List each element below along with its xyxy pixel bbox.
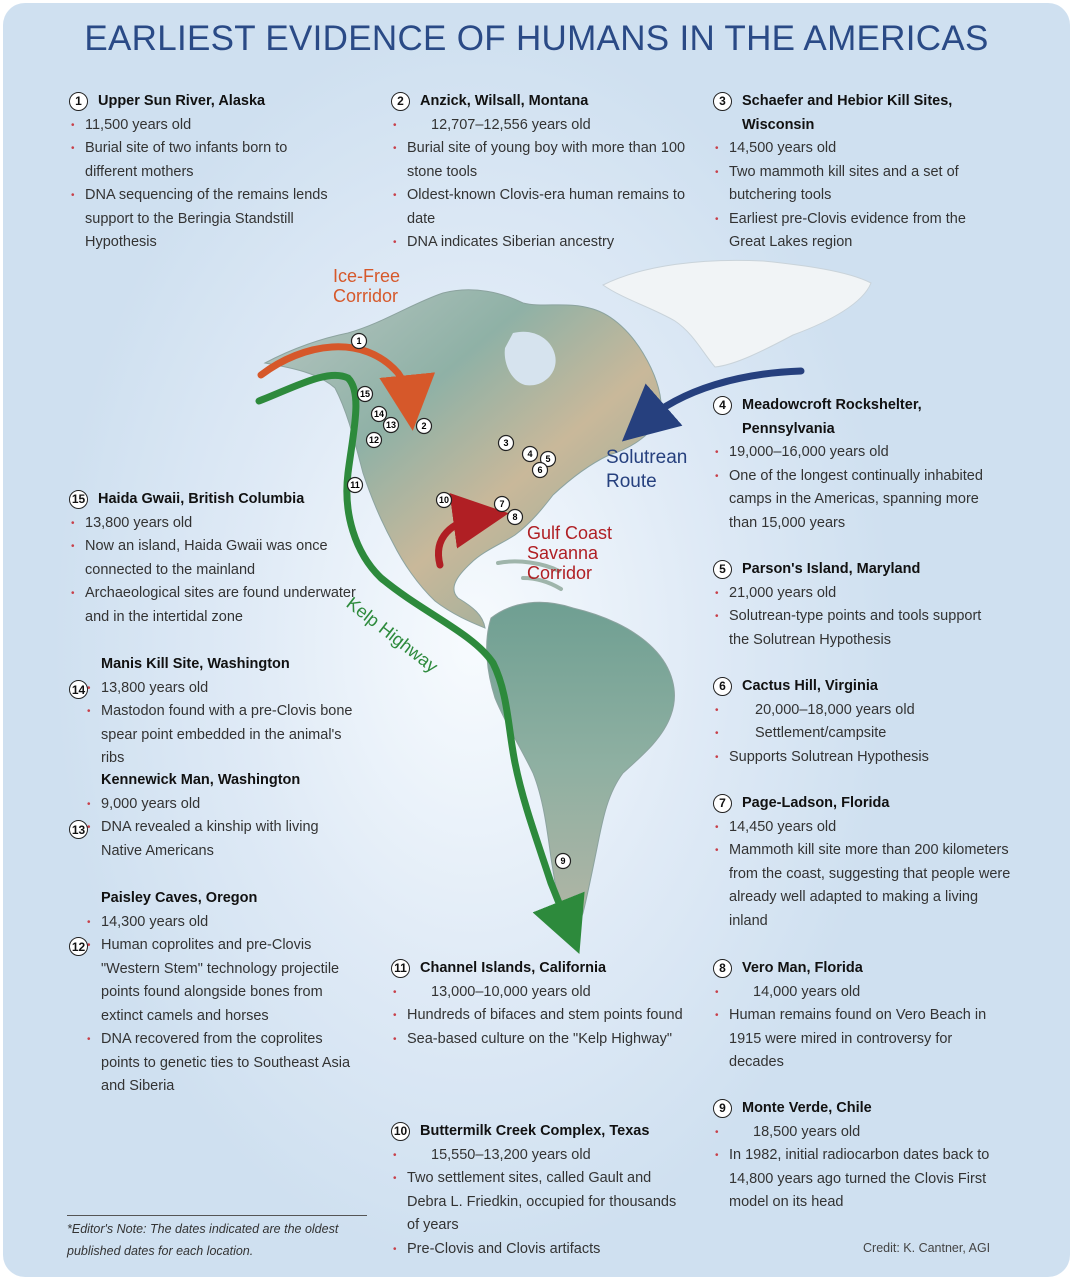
site-number: 2 [391,92,410,111]
site-9 [713,1097,1003,1215]
site-detail: • 20,000–18,000 years old [713,699,983,723]
site-number: 4 [713,396,732,415]
site-name: Haida Gwaii, British Columbia [98,491,305,507]
site-detail: • Sea-based culture on the "Kelp Highway" [391,1028,691,1052]
site-detail: • 13,800 years old [85,677,359,701]
map-marker-4 [523,447,538,462]
map-marker-label: 13 [385,420,397,431]
site-detail: • DNA revealed a kinship with living Native Americans [85,816,359,863]
site-name: Meadowcroft Rockshelter, Pennsylvania [742,397,922,437]
map-marker-10 [437,493,452,508]
site-detail: • Earliest pre-Clovis evidence from the Great Lakes region [713,208,1003,255]
map-marker-2 [417,419,432,434]
route-label-line: Gulf Coast [527,523,613,543]
site-13 [69,769,359,863]
map-marker-3 [499,436,514,451]
map-marker-6 [533,463,548,478]
site-detail: • DNA indicates Siberian ancestry [391,231,691,255]
map-marker-15 [358,387,373,402]
map-marker-label: 6 [537,465,543,476]
site-8 [713,957,1003,1075]
map-marker-12 [367,433,382,448]
map-marker-label: 8 [512,512,518,523]
map-marker-7 [495,497,510,512]
site-name: Page-Ladson, Florida [742,795,890,811]
map-marker-label: 10 [438,495,450,506]
site-detail: • Pre-Clovis and Clovis artifacts [391,1238,691,1262]
site-detail: • Archaeological sites are found underwater and in the intertidal zone [69,582,359,629]
site-name: Channel Islands, California [420,960,607,976]
site-detail: • One of the longest continually inhabited camps in the Americas, spanning more than 15,000 years [713,465,983,536]
site-detail: • Supports Solutrean Hypothesis [713,746,983,770]
site-detail: • 15,550–13,200 years old [391,1144,691,1168]
site-name: Kennewick Man, Washington [101,772,301,788]
page-title: EARLIEST EVIDENCE OF HUMANS IN THE AMERICAS [84,19,989,58]
site-detail: • Human remains found on Vero Beach in 1915 were mired in controversy for decades [713,1004,1003,1075]
site-number: 5 [713,560,732,579]
site-detail: • 19,000–16,000 years old [713,441,983,465]
site-6 [713,675,983,769]
site-number: 10 [391,1122,410,1141]
site-name: Manis Kill Site, Washington [101,656,290,672]
site-number: 9 [713,1099,732,1118]
route-label-line: Ice-Free [333,266,401,286]
site-number: 8 [713,959,732,978]
map-marker-14 [372,407,387,422]
site-3 [713,90,1003,255]
site-detail: • 13,800 years old [69,512,359,536]
site-detail: • Two settlement sites, called Gault and Debra L. Friedkin, occupied for thousands of years [391,1167,691,1238]
site-name: Cactus Hill, Virginia [742,678,878,694]
site-11 [391,957,691,1051]
site-name: Anzick, Wilsall, Montana [420,93,589,109]
map-marker-label: 11 [350,480,360,491]
editor-note: *Editor's Note: The dates indicated are the oldest published dates for each location. [67,1215,367,1262]
route-label-line: Savanna [527,543,599,563]
route-label-line: Route [606,471,657,492]
site-number-14: 14 [69,680,88,699]
site-detail: • 14,300 years old [85,911,361,935]
site-detail: • Oldest-known Clovis-era human remains to date [391,184,691,231]
site-number: 11 [391,959,410,978]
site-detail: • Hundreds of bifaces and stem points found [391,1004,691,1028]
site-detail: • In 1982, initial radiocarbon dates back to 14,800 years ago turned the Clovis First model on its head [713,1144,1003,1215]
site-detail: • Human coprolites and pre-Clovis "Western Stem" technology projectile points found alongside bones from extinct camels and horses [85,934,361,1028]
site-12 [69,887,361,1099]
site-10 [391,1120,691,1261]
site-name: Vero Man, Florida [742,960,863,976]
credit: Credit: K. Cantner, AGI [863,1241,991,1255]
site-name: Parson's Island, Maryland [742,561,921,577]
site-detail: • Settlement/campsite [713,722,983,746]
site-number: 7 [713,794,732,813]
kelp-highway-label: Kelp Highway [342,593,442,677]
map-marker-label: 15 [359,389,371,400]
site-detail: • Mammoth kill site more than 200 kilometers from the coast, suggesting that people were already well adapted to making a living inland [713,839,1013,933]
site-4 [713,394,983,535]
site-detail: • Two mammoth kill sites and a set of butchering tools [713,161,1003,208]
site-detail: • Now an island, Haida Gwaii was once connected to the mainland [69,535,359,582]
site-number-13: 13 [69,820,88,839]
map-marker-1 [352,334,367,349]
site-2 [391,90,691,255]
site-detail: • DNA sequencing of the remains lends support to the Beringia Standstill Hypothesis [69,184,339,255]
site-detail: • 13,000–10,000 years old [391,981,691,1005]
site-name: Schaefer and Hebior Kill Sites, Wisconsin [742,93,953,133]
infographic-page [3,3,1070,1277]
site-detail: • 14,500 years old [713,137,1003,161]
site-detail: • 14,450 years old [713,816,1013,840]
route-label-line: Corridor [333,286,399,306]
site-name: Buttermilk Creek Complex, Texas [420,1123,650,1139]
solutrean-route-label [606,446,687,494]
map-marker-13 [384,418,399,433]
map-marker-label: 1 [356,336,362,347]
map-marker-label: 12 [368,435,380,446]
site-detail: • Burial site of two infants born to different mothers [69,137,339,184]
map-marker-label: 14 [373,409,385,420]
map-marker-label: 4 [527,449,533,460]
map-marker-label: 3 [503,438,509,449]
map-marker-label: 7 [499,499,505,510]
site-7 [713,792,1013,933]
greenland-landmass [603,260,871,367]
map-marker-label: 2 [421,421,427,432]
site-number: 1 [69,92,88,111]
site-15 [69,488,359,629]
site-14 [69,653,359,771]
site-number: 3 [713,92,732,111]
site-detail: • DNA recovered from the coprolites points to genetic ties to Southeast Asia and Siberia [85,1028,361,1099]
route-label-line: Solutrean [606,447,688,468]
site-number-12: 12 [69,937,88,956]
route-label-line: Corridor [527,563,593,583]
site-detail: • Burial site of young boy with more than 100 stone tools [391,137,691,184]
site-5 [713,558,983,652]
site-detail: • 18,500 years old [713,1121,1003,1145]
site-number: 15 [69,490,88,509]
gulf-coast-label [527,523,612,583]
ice-free-corridor-label [333,266,400,306]
site-number: 6 [713,677,732,696]
site-name: Paisley Caves, Oregon [101,890,258,906]
site-detail: • 21,000 years old [713,582,983,606]
site-name: Upper Sun River, Alaska [98,93,266,109]
site-1 [69,90,339,255]
map-marker-8 [508,510,523,525]
site-detail: • Solutrean-type points and tools support the Solutrean Hypothesis [713,605,983,652]
site-detail: • Mastodon found with a pre-Clovis bone spear point embedded in the animal's ribs [85,700,359,771]
site-detail: • 9,000 years old [85,793,359,817]
map-marker-9 [556,854,571,869]
site-detail: • 11,500 years old [69,114,339,138]
map-marker-label: 9 [560,856,566,867]
site-detail: • 14,000 years old [713,981,1003,1005]
map-marker-label: 5 [545,454,551,465]
site-detail: • 12,707–12,556 years old [391,114,691,138]
site-name: Monte Verde, Chile [742,1100,872,1116]
